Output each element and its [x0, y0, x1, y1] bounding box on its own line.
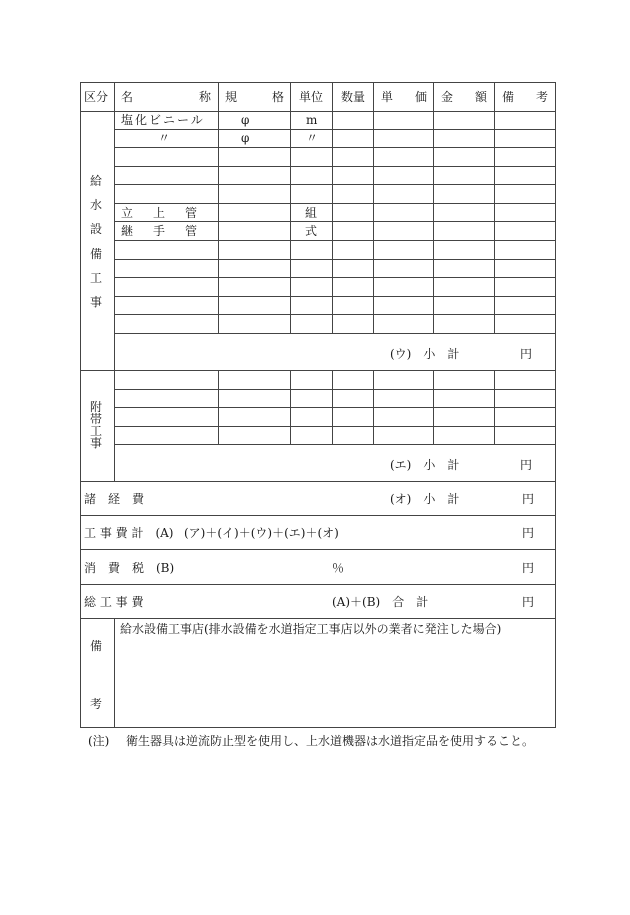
tax-label: 消 費 税 (B) — [84, 561, 175, 575]
total-cost-formula: (ア)＋(イ)＋(ウ)＋(エ)＋(オ) — [184, 526, 339, 540]
rule — [114, 184, 556, 185]
rule — [80, 481, 556, 482]
subtotal-e-unit: 円 — [520, 458, 533, 472]
header-name-char: 称 — [198, 90, 211, 104]
header-unit: 単位 — [299, 90, 324, 104]
subtotal-u-unit: 円 — [520, 347, 533, 361]
rule — [114, 147, 556, 148]
section-label-char: 設 — [89, 222, 102, 237]
remarks-text: 給水設備工事店(排水設備を水道指定工事店以外の業者に発注した場合) — [120, 622, 502, 636]
section-label-char: 給 — [89, 174, 102, 188]
footnote-mark: (注) — [88, 734, 110, 748]
rule — [80, 549, 556, 550]
rule — [114, 314, 556, 315]
header-kubun: 区分 — [84, 90, 109, 104]
header-unit-price — [381, 91, 427, 103]
item-unit: m — [306, 113, 318, 127]
header-unit-price-char: 単 — [381, 90, 394, 104]
rule — [114, 259, 556, 260]
attached-section-label — [89, 400, 103, 450]
grand-total-formula: (A)＋(B) 合 計 — [332, 595, 429, 609]
total-cost-label: 工 事 費 計 (A) — [84, 526, 174, 540]
subtotal-e-label: (エ) 小 計 — [390, 458, 460, 472]
item-unit: 式 — [305, 224, 318, 238]
rule — [494, 82, 495, 334]
rule — [290, 82, 291, 334]
rule — [114, 618, 115, 728]
section-label-char: 事 — [89, 294, 102, 309]
rule — [114, 296, 556, 297]
item-unit: 組 — [305, 206, 318, 220]
rule — [114, 221, 556, 222]
rule — [114, 166, 556, 167]
rule — [114, 444, 556, 445]
section-label-char: 工 — [89, 270, 102, 285]
rule — [80, 370, 556, 371]
rule — [332, 370, 333, 445]
rule — [290, 370, 291, 445]
total-cost-unit: 円 — [522, 526, 535, 540]
header-unit-price-char: 価 — [414, 90, 427, 104]
rule — [433, 82, 434, 334]
tax-unit: 円 — [522, 561, 535, 575]
rule — [114, 129, 556, 130]
header-remarks-char: 備 — [502, 90, 515, 104]
rule — [114, 426, 556, 427]
item-name: 継 手 管 — [121, 224, 202, 238]
rule — [80, 618, 556, 619]
header-amount — [441, 91, 487, 103]
rule — [218, 370, 219, 445]
item-spec: φ — [241, 131, 250, 145]
rule — [80, 82, 556, 83]
header-name — [121, 91, 211, 103]
rule — [114, 407, 556, 408]
section-label-char: 工 — [89, 424, 102, 438]
rule — [80, 111, 556, 112]
section-label-char: 水 — [89, 198, 102, 213]
footnote-text: 衛生器具は逆流防止型を使用し、上水道機器は水道指定品を使用すること。 — [126, 734, 535, 748]
header-amount-char: 金 — [441, 90, 454, 104]
misc-expenses-label: 諸 経 費 — [84, 492, 145, 506]
rule — [114, 82, 115, 482]
rule — [80, 727, 556, 728]
header-spec-char: 格 — [271, 90, 284, 104]
rule — [332, 82, 333, 334]
rule — [218, 82, 219, 334]
grand-total-unit: 円 — [522, 595, 535, 609]
header-name-char: 名 — [121, 90, 134, 104]
item-name: 〃 — [158, 131, 171, 145]
remarks-label-top: 備 — [90, 639, 103, 653]
grand-total-label: 総 工 事 費 — [84, 595, 144, 609]
item-name: 塩化ビニール — [121, 113, 205, 127]
subtotal-o-label: (オ) 小 計 — [390, 492, 460, 506]
section-label-char: 備 — [89, 246, 102, 261]
rule — [114, 203, 556, 204]
rule — [555, 82, 556, 728]
section-label-char: 附 — [89, 400, 102, 414]
rule — [114, 240, 556, 241]
header-spec-char: 規 — [225, 90, 238, 104]
rule — [80, 82, 81, 728]
tax-percent: ％ — [332, 561, 345, 575]
header-remarks-char: 考 — [535, 90, 548, 104]
item-name: 立 上 管 — [121, 206, 202, 220]
header-amount-char: 額 — [474, 90, 487, 104]
rule — [433, 370, 434, 445]
rule — [373, 82, 374, 334]
rule — [114, 333, 556, 334]
subtotal-u-label: (ウ) 小 計 — [390, 347, 460, 361]
rule — [80, 515, 556, 516]
rule — [114, 277, 556, 278]
header-remarks — [502, 91, 548, 103]
rule — [114, 389, 556, 390]
subtotal-o-unit: 円 — [522, 492, 535, 506]
section-label-char: 帯 — [89, 412, 102, 426]
header-qty: 数量 — [341, 90, 366, 104]
rule — [80, 584, 556, 585]
remarks-label-bottom: 考 — [90, 697, 103, 711]
item-spec: φ — [241, 113, 250, 127]
rule — [373, 370, 374, 445]
water-section-label — [89, 175, 103, 308]
header-spec — [225, 91, 284, 103]
item-unit: 〃 — [306, 131, 319, 145]
rule — [494, 370, 495, 445]
section-label-char: 事 — [89, 436, 102, 450]
